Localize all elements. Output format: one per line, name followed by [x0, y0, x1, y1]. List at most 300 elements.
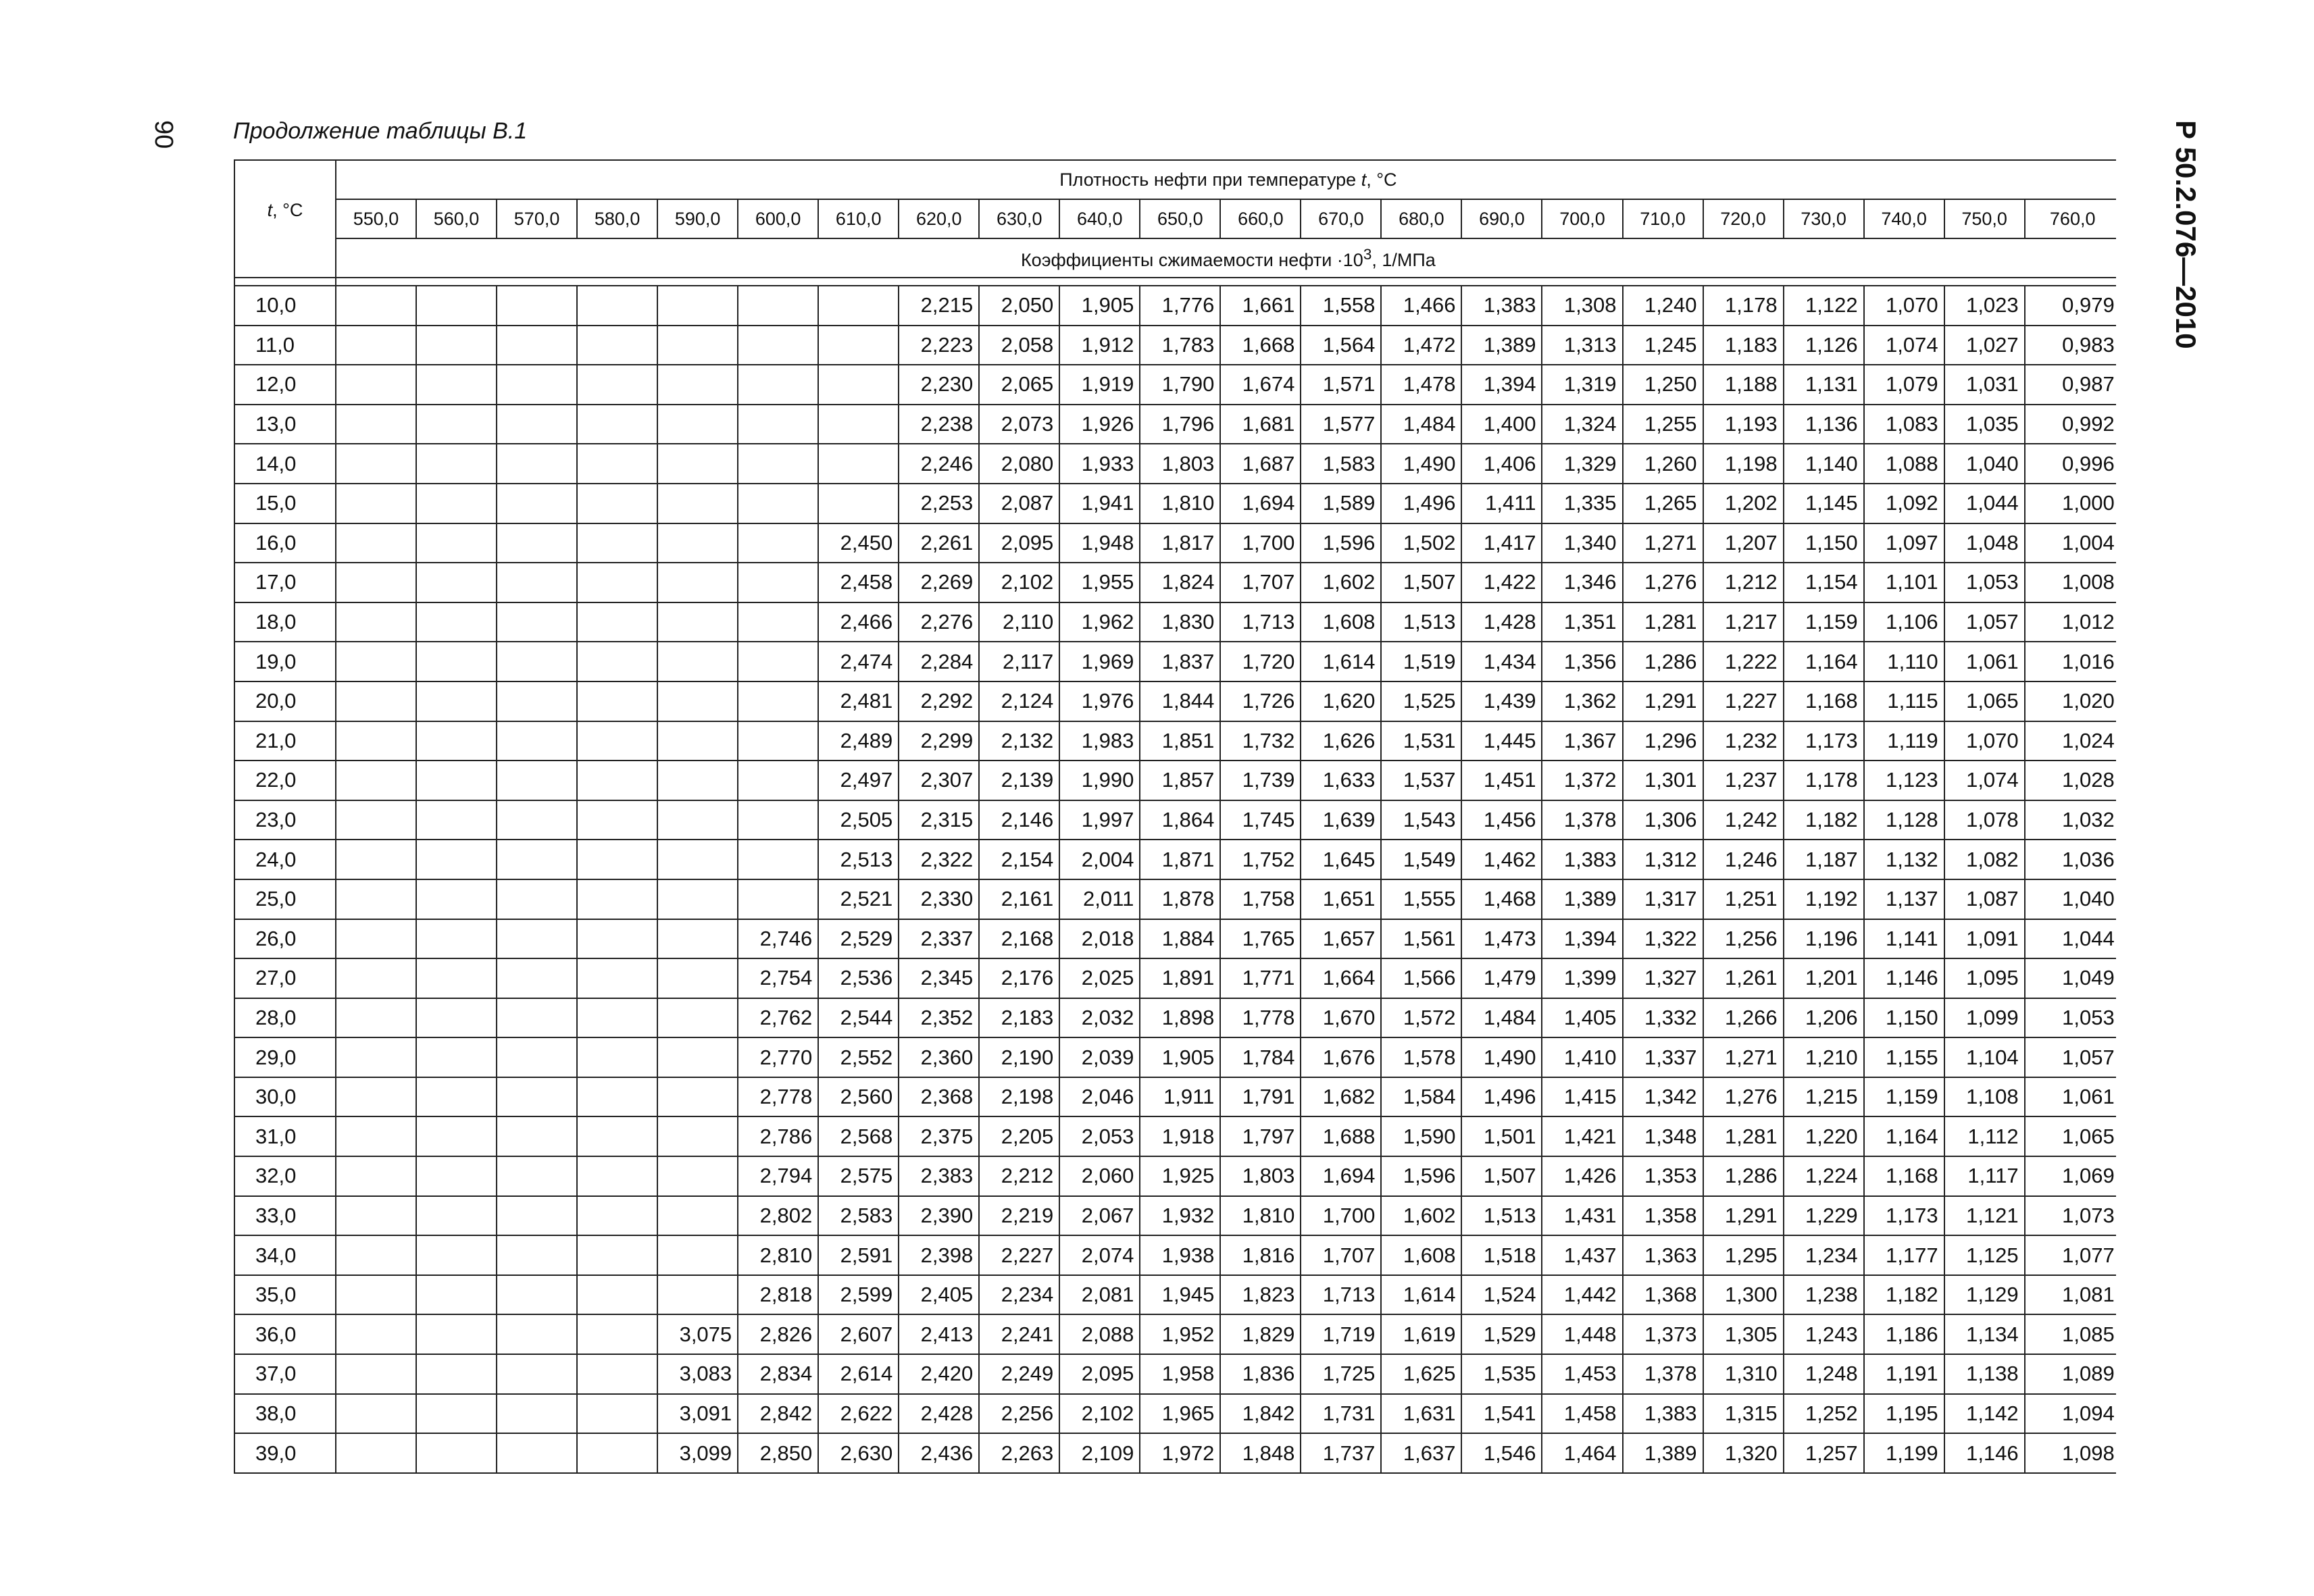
coefficient-cell: 1,546	[1461, 1433, 1542, 1473]
coefficient-cell: 2,095	[979, 523, 1059, 563]
coefficient-cell: 1,008	[2025, 563, 2116, 602]
coefficient-cell	[416, 405, 497, 444]
coefficient-cell: 2,276	[899, 602, 979, 642]
coefficient-cell	[577, 998, 657, 1038]
coefficient-cell: 1,023	[1944, 286, 2025, 326]
coefficient-cell: 2,786	[738, 1116, 818, 1156]
coefficient-cell	[336, 1275, 416, 1315]
coefficient-cell: 2,256	[979, 1394, 1059, 1434]
coefficient-cell: 1,087	[1944, 879, 2025, 919]
coefficient-cell	[336, 1235, 416, 1275]
coefficient-cell	[497, 642, 577, 681]
coefficient-cell: 1,351	[1542, 602, 1622, 642]
coefficient-cell	[416, 1116, 497, 1156]
coefficient-cell	[497, 681, 577, 721]
coefficient-cell: 1,468	[1461, 879, 1542, 919]
coefficient-cell: 1,941	[1059, 484, 1140, 523]
coefficient-cell: 1,948	[1059, 523, 1140, 563]
coefficient-cell	[497, 919, 577, 959]
coefficient-cell: 1,817	[1140, 523, 1220, 563]
coefficient-cell	[577, 1077, 657, 1117]
coefficient-cell: 1,713	[1220, 602, 1301, 642]
coefficient-cell: 2,405	[899, 1275, 979, 1315]
coefficient-cell: 1,079	[1864, 365, 1944, 405]
coefficient-cell: 1,725	[1301, 1354, 1381, 1394]
coefficient-cell: 1,320	[1703, 1433, 1784, 1473]
density-column-header: 620,0	[899, 199, 979, 238]
table-row	[234, 444, 2116, 484]
coefficient-cell: 1,824	[1140, 563, 1220, 602]
coefficient-cell: 1,224	[1784, 1156, 1864, 1196]
coefficient-cell	[416, 365, 497, 405]
coefficient-cell: 2,212	[979, 1156, 1059, 1196]
coefficient-cell: 1,112	[1944, 1116, 2025, 1156]
coefficient-cell: 1,134	[1944, 1314, 2025, 1354]
coefficient-cell: 1,739	[1220, 761, 1301, 800]
coefficient-cell: 1,676	[1301, 1037, 1381, 1077]
coefficient-cell: 1,212	[1703, 563, 1784, 602]
coefficient-cell	[336, 1433, 416, 1473]
coefficient-cell: 1,145	[1784, 484, 1864, 523]
coefficient-cell: 2,583	[818, 1196, 899, 1236]
coefficient-cell	[336, 761, 416, 800]
coefficient-cell	[657, 1275, 738, 1315]
coefficient-cell: 1,490	[1461, 1037, 1542, 1077]
coefficient-cell	[497, 444, 577, 484]
coefficient-cell: 1,406	[1461, 444, 1542, 484]
coefficient-cell	[416, 721, 497, 761]
coefficient-cell	[416, 681, 497, 721]
coefficient-cell	[738, 286, 818, 326]
coefficient-cell	[738, 444, 818, 484]
coefficient-cell	[657, 523, 738, 563]
coefficient-cell	[497, 721, 577, 761]
coefficient-cell: 2,315	[899, 800, 979, 840]
coefficient-cell: 1,608	[1381, 1235, 1461, 1275]
coefficient-cell	[657, 840, 738, 879]
coefficient-cell: 1,243	[1784, 1314, 1864, 1354]
coefficient-cell: 1,129	[1944, 1275, 2025, 1315]
coefficient-cell: 1,857	[1140, 761, 1220, 800]
coefficient-cell: 2,234	[979, 1275, 1059, 1315]
coefficient-cell	[577, 523, 657, 563]
coefficient-cell	[657, 405, 738, 444]
coefficient-cell	[577, 800, 657, 840]
coefficient-cell: 1,473	[1461, 919, 1542, 959]
coefficient-cell	[497, 484, 577, 523]
coefficient-cell: 1,558	[1301, 286, 1381, 326]
density-column-header: 600,0	[738, 199, 818, 238]
coefficient-cell: 1,434	[1461, 642, 1542, 681]
coefficient-cell: 1,168	[1864, 1156, 1944, 1196]
coefficient-cell: 1,431	[1542, 1196, 1622, 1236]
coefficient-cell: 2,834	[738, 1354, 818, 1394]
coefficient-cell	[577, 1235, 657, 1275]
coefficient-cell: 1,962	[1059, 602, 1140, 642]
coefficient-cell: 1,726	[1220, 681, 1301, 721]
table-row	[234, 563, 2116, 602]
table-row	[234, 1394, 2116, 1434]
coefficient-cell	[336, 326, 416, 365]
coefficient-cell: 1,426	[1542, 1156, 1622, 1196]
coefficient-cell: 1,363	[1623, 1235, 1703, 1275]
coefficient-cell	[577, 1433, 657, 1473]
coefficient-cell	[577, 1116, 657, 1156]
coefficient-cell: 2,398	[899, 1235, 979, 1275]
coefficient-cell: 2,088	[1059, 1314, 1140, 1354]
coefficient-cell: 2,458	[818, 563, 899, 602]
coefficient-cell: 0,992	[2025, 405, 2116, 444]
coefficient-cell	[657, 1077, 738, 1117]
temperature-cell: 25,0	[234, 879, 336, 919]
coefficient-cell: 1,442	[1542, 1275, 1622, 1315]
coefficient-cell: 1,776	[1140, 286, 1220, 326]
coefficient-cell	[416, 286, 497, 326]
coefficient-cell: 1,182	[1864, 1275, 1944, 1315]
coefficient-cell: 1,428	[1461, 602, 1542, 642]
coefficient-cell	[657, 919, 738, 959]
coefficient-cell	[416, 1037, 497, 1077]
temperature-cell: 24,0	[234, 840, 336, 879]
coefficient-cell	[738, 523, 818, 563]
coefficient-cell: 2,183	[979, 998, 1059, 1038]
coefficient-cell: 1,308	[1542, 286, 1622, 326]
coefficient-cell: 2,345	[899, 958, 979, 998]
coefficient-cell	[738, 405, 818, 444]
table-row	[234, 1314, 2116, 1354]
coefficient-cell: 1,932	[1140, 1196, 1220, 1236]
coefficient-cell: 1,905	[1059, 286, 1140, 326]
coefficient-cell: 2,095	[1059, 1354, 1140, 1394]
coefficient-cell: 1,368	[1623, 1275, 1703, 1315]
coefficient-cell: 1,389	[1542, 879, 1622, 919]
coefficient-cell: 1,229	[1784, 1196, 1864, 1236]
coefficient-cell: 1,094	[2025, 1394, 2116, 1434]
coefficient-cell: 1,206	[1784, 998, 1864, 1038]
coefficient-cell: 1,260	[1623, 444, 1703, 484]
coefficient-cell: 1,926	[1059, 405, 1140, 444]
coefficient-cell: 1,803	[1220, 1156, 1301, 1196]
coefficient-cell	[416, 484, 497, 523]
coefficient-cell: 1,796	[1140, 405, 1220, 444]
table-row	[234, 365, 2116, 405]
coefficient-cell: 1,110	[1864, 642, 1944, 681]
coefficient-cell	[416, 326, 497, 365]
coefficient-cell: 2,004	[1059, 840, 1140, 879]
coefficient-cell	[336, 879, 416, 919]
table-row	[234, 919, 2116, 959]
coefficient-cell: 1,215	[1784, 1077, 1864, 1117]
coefficient-cell: 1,199	[1864, 1433, 1944, 1473]
coefficient-cell: 1,713	[1301, 1275, 1381, 1315]
coefficient-cell: 1,519	[1381, 642, 1461, 681]
coefficient-cell	[738, 721, 818, 761]
coefficient-cell: 1,028	[2025, 761, 2116, 800]
temperature-column-header: t, °С	[234, 160, 336, 278]
table-row	[234, 286, 2116, 326]
table-row	[234, 484, 2116, 523]
coefficient-cell: 1,186	[1864, 1314, 1944, 1354]
compressibility-table	[234, 159, 2116, 1474]
coefficient-cell: 1,074	[1864, 326, 1944, 365]
coefficient-cell: 1,842	[1220, 1394, 1301, 1434]
coefficient-cell: 1,031	[1944, 365, 2025, 405]
coefficient-cell: 1,938	[1140, 1235, 1220, 1275]
coefficient-cell: 1,301	[1623, 761, 1703, 800]
coefficient-cell	[497, 523, 577, 563]
coefficient-cell: 1,464	[1542, 1433, 1622, 1473]
coefficient-cell: 1,614	[1301, 642, 1381, 681]
temperature-cell: 31,0	[234, 1116, 336, 1156]
coefficient-cell: 1,276	[1623, 563, 1703, 602]
coefficient-cell: 1,074	[1944, 761, 2025, 800]
coefficient-cell: 0,983	[2025, 326, 2116, 365]
coefficient-cell: 1,410	[1542, 1037, 1622, 1077]
coefficient-cell: 1,142	[1944, 1394, 2025, 1434]
coefficient-cell: 1,518	[1461, 1235, 1542, 1275]
coefficient-cell: 2,842	[738, 1394, 818, 1434]
coefficient-cell	[497, 1156, 577, 1196]
coefficient-cell: 1,276	[1703, 1077, 1784, 1117]
temperature-cell: 10,0	[234, 286, 336, 326]
coefficient-cell	[657, 286, 738, 326]
coefficient-cell: 1,141	[1864, 919, 1944, 959]
density-column-header: 680,0	[1381, 199, 1461, 238]
coefficient-cell: 1,583	[1301, 444, 1381, 484]
coefficient-cell: 1,400	[1461, 405, 1542, 444]
coefficient-cell: 2,176	[979, 958, 1059, 998]
coefficient-cell: 1,816	[1220, 1235, 1301, 1275]
temperature-cell: 36,0	[234, 1314, 336, 1354]
coefficient-cell: 2,241	[979, 1314, 1059, 1354]
coefficient-cell: 2,536	[818, 958, 899, 998]
coefficient-cell: 1,383	[1542, 840, 1622, 879]
coefficient-cell: 1,222	[1703, 642, 1784, 681]
coefficient-cell	[336, 998, 416, 1038]
coefficient-cell: 1,137	[1864, 879, 1944, 919]
table-row	[234, 1037, 2116, 1077]
coefficient-cell	[416, 1077, 497, 1117]
coefficient-cell	[738, 365, 818, 405]
density-column-header: 640,0	[1059, 199, 1140, 238]
table-row	[234, 681, 2116, 721]
coefficient-cell: 2,754	[738, 958, 818, 998]
temperature-cell: 16,0	[234, 523, 336, 563]
coefficient-cell: 1,358	[1623, 1196, 1703, 1236]
coefficient-cell: 1,065	[2025, 1116, 2116, 1156]
coefficient-cell: 1,173	[1784, 721, 1864, 761]
coefficient-cell: 2,428	[899, 1394, 979, 1434]
coefficient-cell: 2,269	[899, 563, 979, 602]
coefficient-cell: 1,192	[1784, 879, 1864, 919]
coefficient-cell: 1,207	[1703, 523, 1784, 563]
coefficient-cell: 1,791	[1220, 1077, 1301, 1117]
coefficient-cell: 1,091	[1944, 919, 2025, 959]
coefficient-cell: 1,884	[1140, 919, 1220, 959]
coefficient-cell: 2,246	[899, 444, 979, 484]
coefficient-cell: 1,168	[1784, 681, 1864, 721]
coefficient-cell: 1,752	[1220, 840, 1301, 879]
temperature-cell: 23,0	[234, 800, 336, 840]
coefficient-cell: 1,057	[1944, 602, 2025, 642]
coefficient-cell: 2,253	[899, 484, 979, 523]
coefficient-cell: 1,637	[1381, 1433, 1461, 1473]
coefficient-cell	[657, 1235, 738, 1275]
table-row	[234, 958, 2116, 998]
density-column-header: 660,0	[1220, 199, 1301, 238]
coefficient-cell: 1,479	[1461, 958, 1542, 998]
coefficient-cell	[336, 523, 416, 563]
density-column-header: 590,0	[657, 199, 738, 238]
coefficient-cell: 1,312	[1623, 840, 1703, 879]
coefficient-cell	[577, 1275, 657, 1315]
coefficient-cell: 1,851	[1140, 721, 1220, 761]
coefficient-cell: 2,087	[979, 484, 1059, 523]
table-row	[234, 1354, 2116, 1394]
coefficient-cell	[657, 1037, 738, 1077]
coefficient-cell	[497, 1275, 577, 1315]
coefficient-cell: 2,025	[1059, 958, 1140, 998]
coefficient-cell: 2,132	[979, 721, 1059, 761]
coefficient-cell: 1,625	[1381, 1354, 1461, 1394]
coefficient-cell: 1,340	[1542, 523, 1622, 563]
coefficient-cell: 1,146	[1864, 958, 1944, 998]
coefficient-cell: 1,456	[1461, 800, 1542, 840]
coefficient-cell: 1,348	[1623, 1116, 1703, 1156]
coefficient-cell	[336, 563, 416, 602]
coefficient-cell: 1,783	[1140, 326, 1220, 365]
table-row	[234, 879, 2116, 919]
coefficient-cell: 2,591	[818, 1235, 899, 1275]
coefficient-cell	[497, 1354, 577, 1394]
coefficient-cell: 1,210	[1784, 1037, 1864, 1077]
temperature-cell: 32,0	[234, 1156, 336, 1196]
coefficient-cell: 1,061	[1944, 642, 2025, 681]
coefficient-cell: 1,490	[1381, 444, 1461, 484]
coefficient-cell: 1,531	[1381, 721, 1461, 761]
coefficient-cell: 2,770	[738, 1037, 818, 1077]
coefficient-cell: 1,453	[1542, 1354, 1622, 1394]
coefficient-cell	[577, 365, 657, 405]
coefficient-cell: 1,955	[1059, 563, 1140, 602]
coefficient-cell	[577, 721, 657, 761]
coefficient-cell: 2,521	[818, 879, 899, 919]
coefficient-cell: 1,837	[1140, 642, 1220, 681]
coefficient-cell: 2,614	[818, 1354, 899, 1394]
coefficient-cell: 1,048	[1944, 523, 2025, 563]
temperature-cell: 19,0	[234, 642, 336, 681]
coefficient-cell: 1,694	[1301, 1156, 1381, 1196]
coefficient-cell	[336, 1314, 416, 1354]
coefficient-cell: 1,589	[1301, 484, 1381, 523]
density-column-header: 730,0	[1784, 199, 1864, 238]
coefficient-cell	[497, 800, 577, 840]
coefficient-cell: 2,032	[1059, 998, 1140, 1038]
coefficient-cell: 1,905	[1140, 1037, 1220, 1077]
coefficient-cell: 1,731	[1301, 1394, 1381, 1434]
coefficient-cell	[416, 800, 497, 840]
coefficient-cell: 2,215	[899, 286, 979, 326]
coefficient-cell: 1,324	[1542, 405, 1622, 444]
coefficient-cell: 1,306	[1623, 800, 1703, 840]
coefficient-cell: 1,765	[1220, 919, 1301, 959]
coefficient-cell: 1,092	[1864, 484, 1944, 523]
coefficient-cell: 1,631	[1381, 1394, 1461, 1434]
coefficient-cell: 1,602	[1301, 563, 1381, 602]
temperature-cell: 21,0	[234, 721, 336, 761]
coefficient-cell	[416, 642, 497, 681]
coefficient-cell: 1,342	[1623, 1077, 1703, 1117]
coefficient-cell: 2,230	[899, 365, 979, 405]
coefficient-cell: 1,383	[1461, 286, 1542, 326]
coefficient-cell: 1,389	[1461, 326, 1542, 365]
coefficient-cell: 1,271	[1623, 523, 1703, 563]
coefficient-cell	[336, 800, 416, 840]
coefficient-cell: 1,405	[1542, 998, 1622, 1038]
coefficient-cell: 1,182	[1784, 800, 1864, 840]
coefficient-cell	[416, 761, 497, 800]
coefficient-cell: 1,694	[1220, 484, 1301, 523]
coefficient-cell: 1,572	[1381, 998, 1461, 1038]
coefficient-cell	[336, 1354, 416, 1394]
coefficient-cell	[336, 1156, 416, 1196]
coefficient-cell: 1,549	[1381, 840, 1461, 879]
coefficient-cell: 1,291	[1623, 681, 1703, 721]
coefficient-cell: 1,251	[1703, 879, 1784, 919]
coefficient-cell: 1,394	[1461, 365, 1542, 405]
coefficient-cell	[497, 840, 577, 879]
coefficient-cell: 2,529	[818, 919, 899, 959]
coefficient-cell	[336, 444, 416, 484]
coefficient-cell: 2,139	[979, 761, 1059, 800]
document-code: Р 50.2.076—2010	[2170, 120, 2202, 349]
table-row	[234, 1116, 2116, 1156]
coefficient-cell: 1,266	[1703, 998, 1784, 1038]
temperature-cell: 38,0	[234, 1394, 336, 1434]
coefficient-cell: 2,368	[899, 1077, 979, 1117]
coefficient-cell	[577, 761, 657, 800]
coefficient-cell: 1,965	[1140, 1394, 1220, 1434]
coefficient-cell: 2,205	[979, 1116, 1059, 1156]
coefficient-cell: 2,818	[738, 1275, 818, 1315]
coefficient-cell: 1,085	[2025, 1314, 2116, 1354]
coefficient-cell	[336, 958, 416, 998]
coefficient-cell: 1,797	[1220, 1116, 1301, 1156]
coefficient-cell: 1,164	[1864, 1116, 1944, 1156]
temperature-cell: 17,0	[234, 563, 336, 602]
coefficient-cell: 1,367	[1542, 721, 1622, 761]
density-column-header: 690,0	[1461, 199, 1542, 238]
coefficient-cell: 1,327	[1623, 958, 1703, 998]
coefficient-cell: 1,445	[1461, 721, 1542, 761]
coefficient-cell: 1,024	[2025, 721, 2116, 761]
coefficient-cell: 1,016	[2025, 642, 2116, 681]
coefficient-cell: 2,607	[818, 1314, 899, 1354]
coefficient-cell	[416, 523, 497, 563]
coefficient-cell: 1,295	[1703, 1235, 1784, 1275]
coefficient-cell: 2,060	[1059, 1156, 1140, 1196]
coefficient-cell: 1,578	[1381, 1037, 1461, 1077]
coefficient-cell	[497, 1116, 577, 1156]
coefficient-cell: 1,027	[1944, 326, 2025, 365]
temperature-cell: 29,0	[234, 1037, 336, 1077]
coefficient-cell: 2,568	[818, 1116, 899, 1156]
coefficient-cell: 1,150	[1784, 523, 1864, 563]
density-column-header: 630,0	[979, 199, 1059, 238]
coefficient-cell: 1,250	[1623, 365, 1703, 405]
coefficient-cell	[577, 444, 657, 484]
coefficient-cell: 1,700	[1301, 1196, 1381, 1236]
